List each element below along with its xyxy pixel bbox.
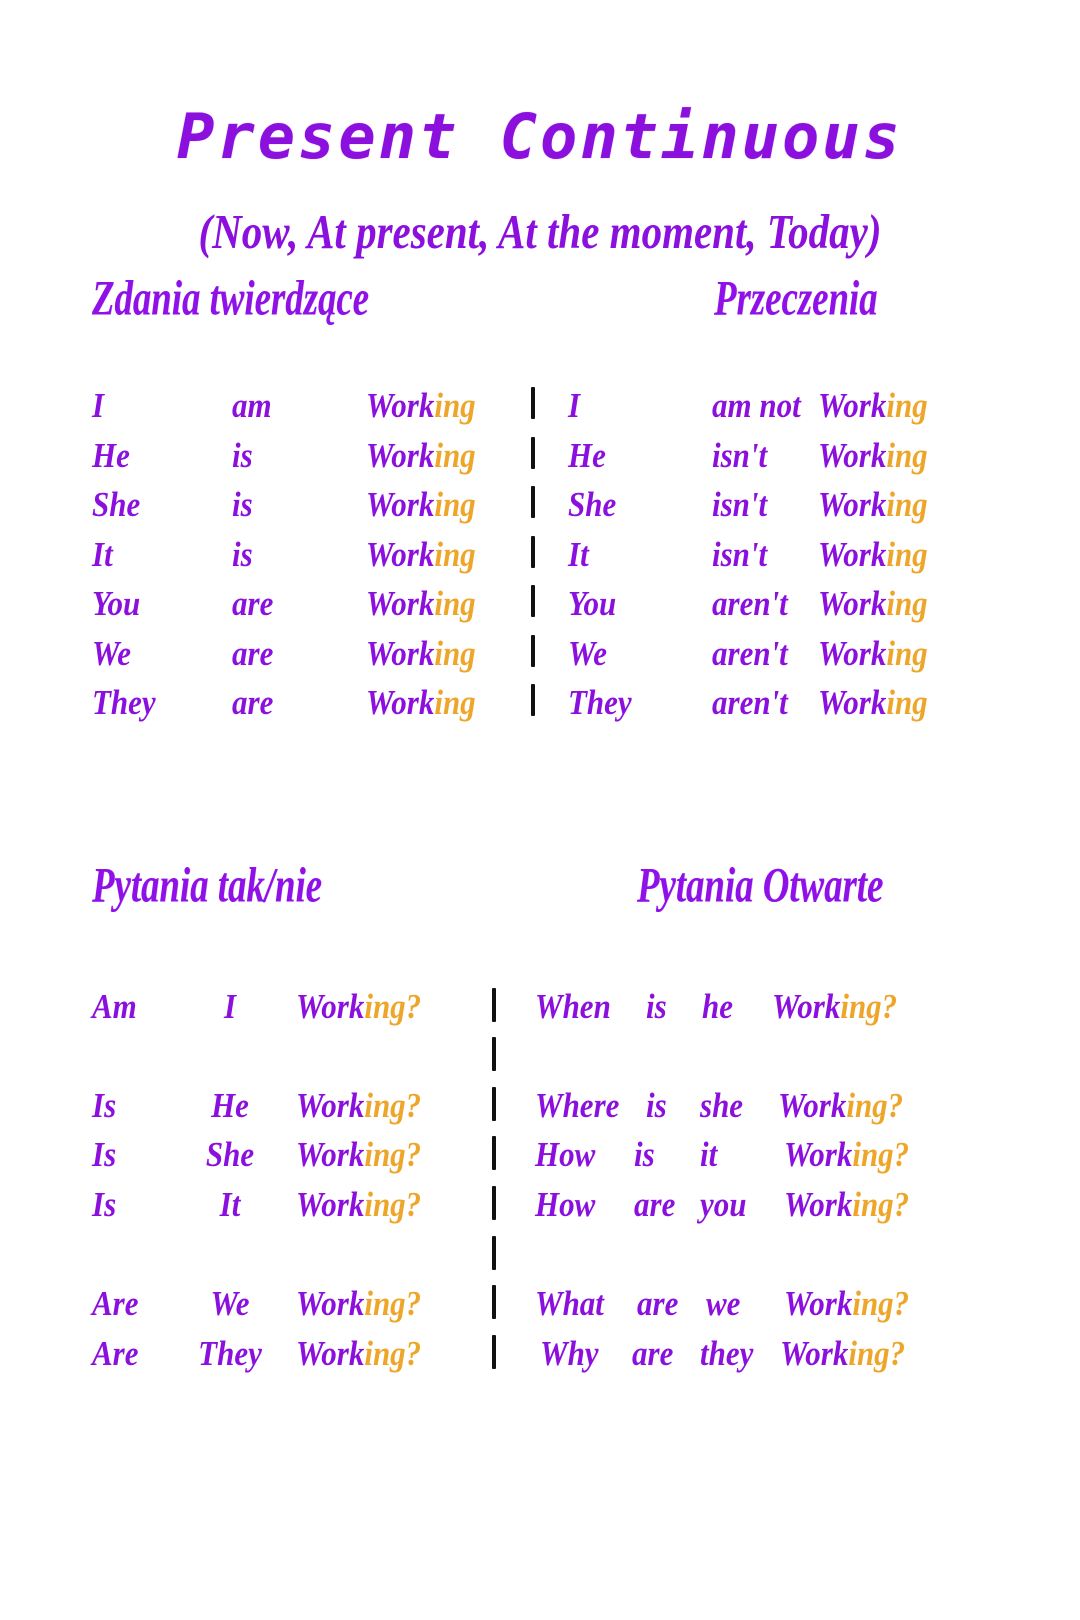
verb-stem: Work — [296, 1085, 365, 1125]
question-subject: We — [210, 1283, 250, 1323]
open-question-verb — [772, 986, 897, 1027]
open-question-word: Why — [540, 1333, 599, 1373]
verb-suffix: ing? — [852, 1283, 910, 1323]
open-question-auxiliary: is — [646, 1085, 667, 1125]
verb-stem: Work — [784, 1184, 853, 1224]
question-subject: I — [223, 986, 237, 1026]
open-question-auxiliary: are — [634, 1184, 676, 1224]
question-subject: He — [211, 1085, 249, 1125]
question-auxiliary: Are — [92, 1333, 139, 1373]
negative-subject: It — [568, 534, 589, 574]
section-heading-negative: Przeczenia — [714, 269, 878, 326]
negative-auxiliary: aren't — [712, 583, 788, 623]
question-verb — [296, 1333, 421, 1374]
divider-bar — [492, 1186, 496, 1220]
verb-stem: Work — [818, 633, 887, 673]
open-question-auxiliary: is — [646, 986, 667, 1026]
section-heading-yes-no-questions: Pytania tak/nie — [92, 856, 322, 913]
verb-stem: Work — [818, 682, 887, 722]
verb-stem: Work — [296, 1184, 365, 1224]
verb-suffix: ing — [886, 583, 928, 623]
verb-stem: Work — [784, 1134, 853, 1174]
page-title: Present Continuous — [177, 100, 903, 173]
affirmative-subject: He — [92, 435, 130, 475]
open-question-subject: it — [700, 1134, 718, 1174]
verb-suffix: ing — [886, 682, 928, 722]
verb-suffix: ing — [434, 682, 476, 722]
negative-subject: I — [568, 385, 581, 425]
negative-auxiliary: isn't — [712, 484, 768, 524]
divider-bar — [531, 684, 535, 716]
affirmative-verb — [366, 385, 476, 426]
negative-subject: She — [568, 484, 617, 524]
verb-suffix: ing? — [364, 986, 422, 1026]
negative-subject: You — [568, 583, 617, 623]
open-question-word: How — [535, 1184, 596, 1224]
divider-bar — [492, 1087, 496, 1121]
affirmative-auxiliary: are — [232, 633, 274, 673]
divider-bar — [492, 1285, 496, 1319]
verb-stem: Work — [818, 534, 887, 574]
open-question-word: Where — [535, 1085, 620, 1125]
affirmative-auxiliary: is — [232, 484, 253, 524]
verb-stem: Work — [772, 986, 841, 1026]
question-verb — [296, 986, 421, 1027]
question-verb — [296, 1134, 421, 1175]
open-question-verb — [784, 1283, 909, 1324]
verb-suffix: ing — [886, 435, 928, 475]
divider-bar — [492, 1335, 496, 1369]
verb-suffix: ing — [434, 583, 476, 623]
open-question-subject: she — [700, 1085, 744, 1125]
affirmative-verb — [366, 435, 476, 476]
divider-bar — [531, 635, 535, 667]
open-question-auxiliary: are — [632, 1333, 674, 1373]
verb-stem: Work — [366, 484, 435, 524]
verb-suffix: ing? — [852, 1184, 910, 1224]
verb-suffix: ing — [434, 633, 476, 673]
page-subtitle: (Now, At present, At the moment, Today) — [198, 204, 882, 259]
question-auxiliary: Is — [92, 1134, 117, 1174]
negative-auxiliary: am not — [712, 385, 801, 425]
divider-bar — [492, 1136, 496, 1170]
open-question-verb — [784, 1184, 909, 1225]
question-auxiliary: Are — [92, 1283, 139, 1323]
question-auxiliary: Is — [92, 1184, 117, 1224]
affirmative-auxiliary: am — [232, 385, 272, 425]
divider-bar — [531, 585, 535, 617]
verb-stem: Work — [818, 435, 887, 475]
question-auxiliary: Am — [92, 986, 137, 1026]
verb-suffix: ing? — [846, 1085, 904, 1125]
question-verb — [296, 1085, 421, 1126]
verb-stem: Work — [296, 986, 365, 1026]
negative-auxiliary: isn't — [712, 534, 768, 574]
affirmative-auxiliary: is — [232, 534, 253, 574]
verb-suffix: ing? — [852, 1134, 910, 1174]
affirmative-auxiliary: is — [232, 435, 253, 475]
verb-stem: Work — [296, 1134, 365, 1174]
negative-verb — [818, 385, 928, 426]
section-heading-affirmative: Zdania twierdzące — [92, 269, 370, 326]
negative-subject: They — [568, 682, 632, 722]
open-question-verb — [784, 1134, 909, 1175]
open-question-word: When — [535, 986, 611, 1026]
verb-stem: Work — [818, 583, 887, 623]
verb-suffix: ing? — [364, 1333, 422, 1373]
question-subject: They — [198, 1333, 262, 1373]
divider-bar — [531, 486, 535, 518]
divider-bar — [492, 988, 496, 1022]
question-subject: It — [219, 1184, 241, 1224]
verb-stem: Work — [818, 385, 887, 425]
verb-suffix: ing — [434, 534, 476, 574]
open-question-verb — [780, 1333, 905, 1374]
divider-bar — [531, 536, 535, 568]
verb-suffix: ing — [886, 534, 928, 574]
divider-bar — [531, 387, 535, 419]
affirmative-subject: It — [92, 534, 113, 574]
verb-suffix: ing? — [364, 1134, 422, 1174]
verb-stem: Work — [296, 1333, 365, 1373]
open-question-subject: he — [702, 986, 733, 1026]
verb-stem: Work — [296, 1283, 365, 1323]
open-question-verb — [778, 1085, 903, 1126]
verb-stem: Work — [366, 633, 435, 673]
verb-stem: Work — [778, 1085, 847, 1125]
verb-suffix: ing? — [840, 986, 898, 1026]
affirmative-verb — [366, 682, 476, 723]
open-question-subject: you — [700, 1184, 747, 1224]
open-question-word: What — [535, 1283, 604, 1323]
verb-suffix: ing? — [364, 1085, 422, 1125]
negative-verb — [818, 682, 928, 723]
affirmative-subject: They — [92, 682, 156, 722]
verb-suffix: ing — [886, 484, 928, 524]
affirmative-subject: I — [92, 385, 105, 425]
negative-verb — [818, 583, 928, 624]
verb-stem: Work — [818, 484, 887, 524]
divider-bar — [492, 1236, 496, 1270]
negative-auxiliary: aren't — [712, 682, 788, 722]
verb-stem: Work — [366, 583, 435, 623]
verb-suffix: ing? — [848, 1333, 906, 1373]
affirmative-verb — [366, 484, 476, 525]
verb-stem: Work — [366, 534, 435, 574]
section-heading-open-questions: Pytania Otwarte — [637, 856, 884, 913]
divider-bar — [531, 437, 535, 469]
affirmative-auxiliary: are — [232, 583, 274, 623]
negative-auxiliary: aren't — [712, 633, 788, 673]
negative-verb — [818, 534, 928, 575]
divider-bar — [492, 1037, 496, 1071]
verb-stem: Work — [366, 435, 435, 475]
negative-verb — [818, 633, 928, 674]
question-subject: She — [205, 1134, 255, 1174]
open-question-word: How — [535, 1134, 596, 1174]
verb-stem: Work — [780, 1333, 849, 1373]
verb-stem: Work — [784, 1283, 853, 1323]
affirmative-verb — [366, 534, 476, 575]
negative-verb — [818, 484, 928, 525]
verb-suffix: ing — [434, 385, 476, 425]
open-question-subject: they — [700, 1333, 754, 1373]
verb-suffix: ing — [886, 633, 928, 673]
open-question-auxiliary: is — [634, 1134, 655, 1174]
verb-suffix: ing — [434, 435, 476, 475]
verb-stem: Work — [366, 385, 435, 425]
verb-suffix: ing — [434, 484, 476, 524]
verb-suffix: ing? — [364, 1283, 422, 1323]
open-question-subject: we — [706, 1283, 741, 1323]
negative-verb — [818, 435, 928, 476]
affirmative-subject: We — [92, 633, 132, 673]
affirmative-verb — [366, 583, 476, 624]
question-verb — [296, 1283, 421, 1324]
negative-auxiliary: isn't — [712, 435, 768, 475]
open-question-auxiliary: are — [637, 1283, 679, 1323]
question-verb — [296, 1184, 421, 1225]
affirmative-auxiliary: are — [232, 682, 274, 722]
negative-subject: We — [568, 633, 608, 673]
verb-suffix: ing? — [364, 1184, 422, 1224]
affirmative-subject: She — [92, 484, 141, 524]
affirmative-verb — [366, 633, 476, 674]
affirmative-subject: You — [92, 583, 141, 623]
negative-subject: He — [568, 435, 606, 475]
verb-stem: Work — [366, 682, 435, 722]
verb-suffix: ing — [886, 385, 928, 425]
question-auxiliary: Is — [92, 1085, 117, 1125]
